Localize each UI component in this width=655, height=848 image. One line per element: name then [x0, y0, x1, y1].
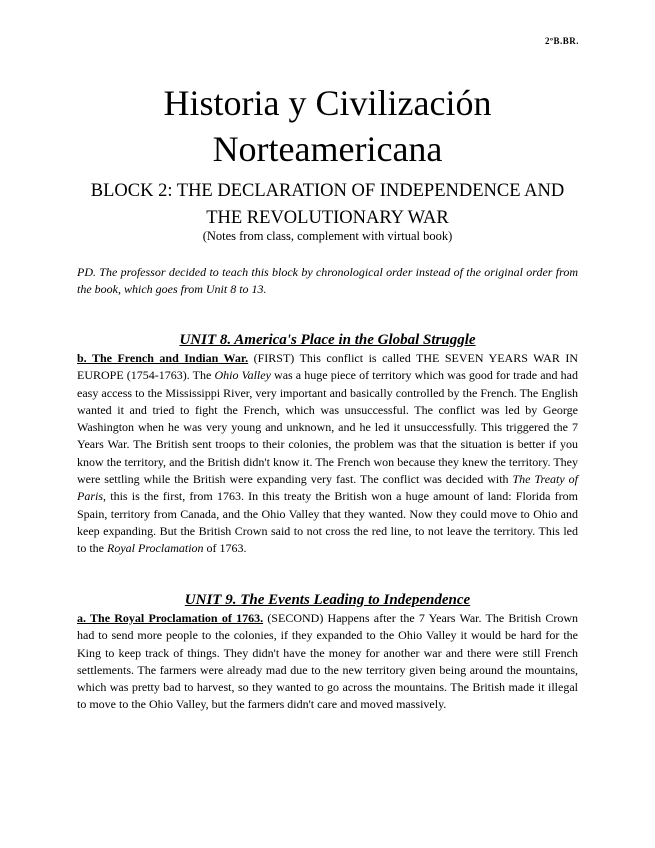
unit9-lead: a. The Royal Proclamation of 1763.: [77, 611, 264, 625]
unit9-text-1: (SECOND) Happens after the 7 Years War. The British Crown had to send more people to the colonies, if they expanded to the Ohio Valley it would be hard for the King to keep track of things. They didn't have the money for another war and there were still French settlements. The farmers were already mad due to the new territory given being around the mountains, which was pretty bad to harvest, so they wanted to go across the mountains. The British made it illegal to move to the Ohio Valley, but the farmers didn't care and moved massively.: [77, 611, 578, 712]
block-subtitle: [60, 178, 595, 232]
subtitle-line-2: THE REVOLUTIONARY WAR: [206, 208, 449, 228]
title-line-2: Norteamericana: [212, 129, 443, 169]
header-code: 2ºB.BR.: [545, 36, 579, 46]
unit8-paragraph: [77, 350, 578, 558]
class-note: (Notes from class, complement with virtual book): [202, 229, 453, 243]
unit8-lead: b. The French and Indian War.: [77, 351, 249, 365]
unit8-royal-proclamation: Royal Proclamation: [107, 541, 204, 556]
pd-note: PD. The professor decided to teach this block by chronological order instead of the original order from the book, which goes from Unit 8 to 13.: [77, 265, 578, 296]
unit8-text-3: , this is the first, from 1763. In this treaty the British won a huge amount of land: Florida from Spain, territory from Canada, and the Ohio Valley that they wanted. Now they could move to Ohio and keep expanding. But the British Crown said to not cross the red line, to not leave the territory. This led to the: [77, 489, 578, 556]
unit8-text-2: was a huge piece of territory which was good for trade and had easy access to the Mississippi River, very important and basically controlled by the French. The English wanted it and tried to fight the French, which was unsuccessful. The conflict was led by George Washington when he was very young and unknown, and he led it unsuccessfully. This triggered the 7 Years War. The British sent troops to their colonies, the problem was that the situation is better if you know the territory, and the British didn't know it. The French won because they knew the territory. They were settling while the British were expanding very fast. The conflict was decided with: [77, 368, 578, 487]
unit9-heading: UNIT 9. The Events Leading to Independence: [184, 592, 471, 608]
unit9-paragraph: [77, 610, 578, 714]
unit8-heading: UNIT 8. America's Place in the Global Struggle: [179, 332, 476, 348]
unit8-text-1: (FIRST) This conflict is called THE SEVEN YEARS WAR IN EUROPE (1754-1763). The: [77, 351, 578, 383]
unit8-text-4: of 1763.: [203, 541, 247, 556]
unit8-treaty-of-paris: The Treaty of Paris: [77, 472, 578, 504]
unit8-ohio-valley: Ohio Valley: [214, 368, 271, 383]
title-line-1: Historia y Civilización: [163, 83, 492, 123]
subtitle-line-1: BLOCK 2: THE DECLARATION OF INDEPENDENCE AND: [90, 181, 565, 201]
document-title: [0, 80, 655, 172]
